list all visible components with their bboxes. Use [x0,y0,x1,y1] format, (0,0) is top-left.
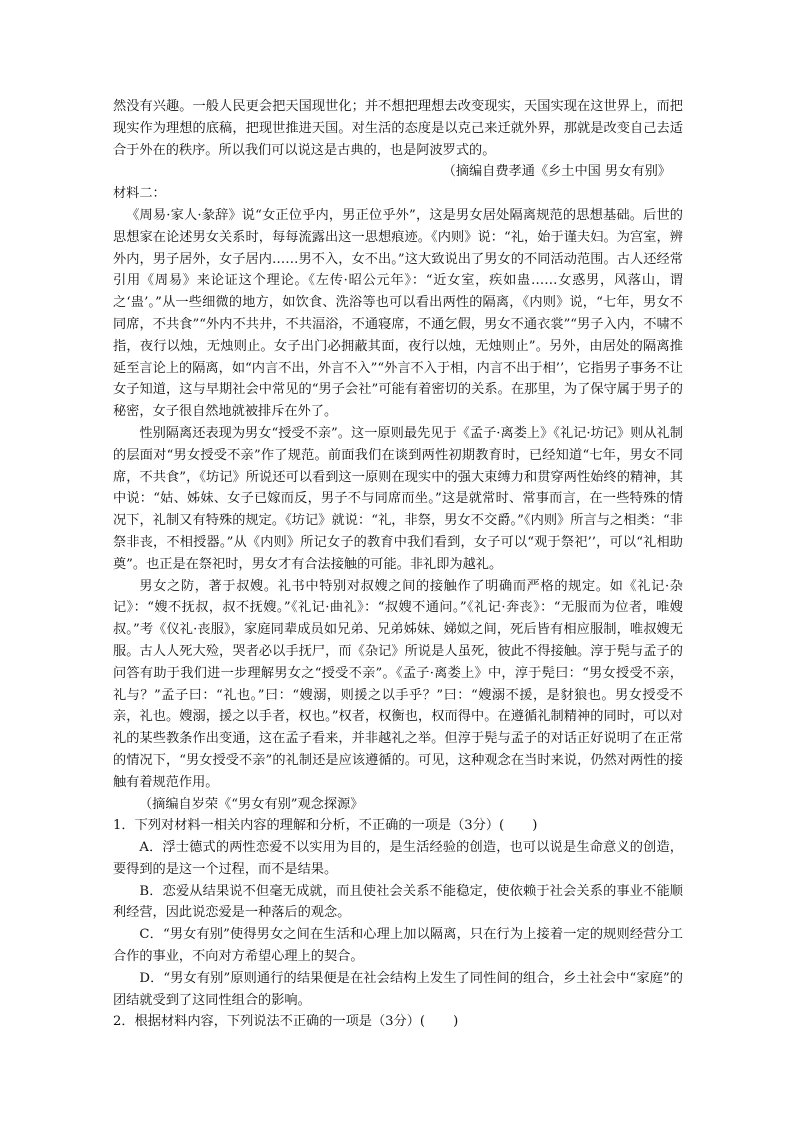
question-2 [113,1011,683,1033]
document-page [113,96,683,1033]
material2-paragraph: 男女之防，著于叔嫂。礼书中特别对叔嫂之间的接触作了明确而严格的规定。如《礼记·杂记》：“嫂不抚叔，叔不抚嫂。”《礼记·曲礼》：“叔嫂不通问。”《礼记·奔丧》：“无服而为位者，唯嫂叔。”考《仪礼·丧服》，家庭同辈成员如兄弟、兄弟姊妹、娣姒之间，死后皆有相应服制，唯叔嫂无服。古人人死大殓，哭者必以手抚尸，而《杂记》所说是人虽死，彼此不得接触。淳于髡与孟子的问答有助于我们进一步理解男女之“授受不亲”。《孟子·离娄上》中，淳于髡曰：“男女授受不亲，礼与？”孟子曰：“礼也。”曰：“嫂溺，则援之以手乎？”曰：“嫂溺不援，是豺狼也。男女授受不亲，礼也。嫂溺，援之以手者，权也。”权者，权衡也，权而得中。在遵循礼制精神的同时，可以对礼的某些教条作出变通，这在孟子看来，并非越礼之举。但淳于髡与孟子的对话正好说明了在正常的情况下，“男女授受不亲”的礼制还是应该遵循的。可见，这种观念在当时来说，仍然对两性的接触有着规范作用。 [113,578,683,790]
question-1 [113,815,683,837]
question-2-stem: 2．根据材料内容，下列说法不正确的一项是（3分）( [113,1014,426,1030]
option-c: C．“男女有别”使得男女之间在生活和心理上加以隔离，只在行为上接着一定的规则经营分工合作的事业，不向对方希望心理上的契合。 [113,927,683,965]
material2-heading: 材料二： [113,186,166,202]
material2-paragraph: 性别隔离还表现为男女“授受不亲”。这一原则最先见于《孟子·离娄上》《礼记·坊记》则从礼制的层面对“男女授受不亲”作了规范。前面我们在谈到两性初期教育时，已经知道“七年，男女不同席，不共食”，《坊记》所说还可以看到这一原则在现实中的强大束缚力和贯穿两性始终的精神，其中说：“姑、姊妹、女子已嫁而反，男子不与同席而坐。”这是就常时、常事而言，在一些特殊的情况下，礼制又有特殊的规定。《坊记》就说：“礼，非祭，男女不交爵。”《内则》所言与之相类：“非祭非丧，不相授器。”从《内则》所记女子的教育中我们看到，女子可以“观于祭祀’’，可以“礼相助奠”。也正是在祭祀时，男女才有合法接触的可能。非礼即为越礼。 [113,425,683,572]
question-2-close: ) [453,1014,459,1030]
material2-source: （摘编自岁荣《“男女有别”观念探源》 [139,796,364,812]
material2-paragraph: 《周易·家人·彖辞》说“女正位乎内，男正位乎外”，这是男女居处隔离规范的思想基础。后世的思想家在论述男女关系时，每每流露出这一思想痕迹。《内则》说：“礼，始于谨夫妇。为宫室，辨外内，男子居外，女子居内……男不入，女不出。”这大致说出了男女的不同活动范围。古人还经常引用《周易》来论证这个理论。《左传·昭公元年》：“近女室，疾如蛊……女惑男，风落山，谓之‘蛊’。”从一些细微的地方，如饮食、洗浴等也可以看出两性的隔离，《内则》说，“七年，男女不同席，不共食”“外内不共井，不共湢浴，不通寝席，不通乞假，男女不通衣裳”“男子入内，不啸不指，夜行以烛，无烛则止。女子出门必拥蔽其面，夜行以烛，无烛则止”。另外，由居处的隔离推延至言论上的隔离，如“内言不出，外言不入”“外言不入于相，内言不出于相’’，它指男子事务不让女子知道，这与早期社会中常见的“男子会社”可能有着密切的关系。在那里，为了保守属于男子的秘密，女子很自然地就被排斥在外了。 [113,207,683,420]
material1-tail-paragraph: 然没有兴趣。一般人民更会把天国现世化；并不想把理想去改变现实，天国实现在这世界上，而把现实作为理想的底稿，把现世推进天国。对生活的态度是以克己来迁就外界，那就是改变自己去适合于外在的秩序。所以我们可以说这是古典的，也是阿波罗式的。 [113,99,683,158]
question-1-stem: 1．下列对材料一相关内容的理解和分析，不正确的一项是（3分）( [113,818,505,834]
option-a: A．浮士德式的两性恋爱不以实用为目的，是生活经验的创造，也可以说是生命意义的创造，要得到的是这一个过程，而不是结果。 [113,840,683,877]
option-b: B．恋爱从结果说不但毫无成就，而且使社会关系不能稳定，使依赖于社会关系的事业不能顺利经营，因此说恋爱是一种落后的观念。 [113,883,683,921]
option-d: D．“男女有别”原则通行的结果便是在社会结构上发生了同性间的组合，乡土社会中“家庭”的团结就受到了这同性组合的影响。 [113,970,683,1008]
material1-source: （摘编自费孝通《乡土中国 男女有别》 [442,164,671,180]
question-1-close: ) [532,818,538,834]
